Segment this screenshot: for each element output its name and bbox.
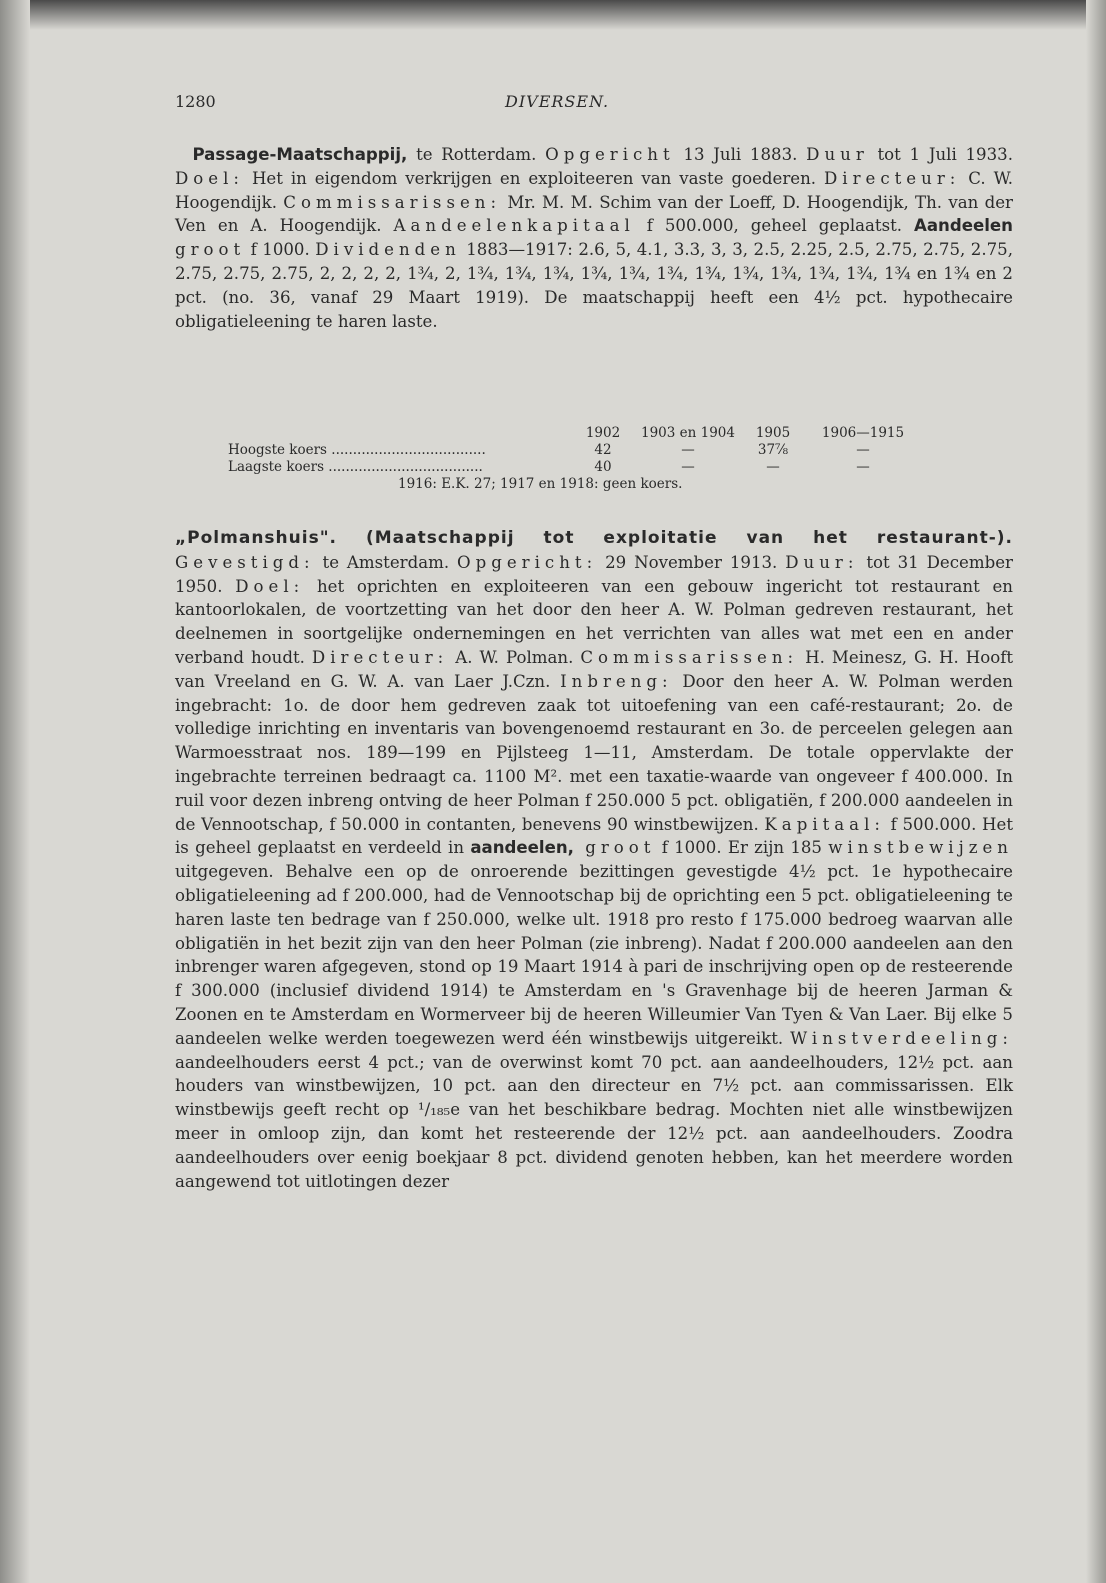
column-header: 1906—1915 — [821, 425, 905, 441]
scan-top-edge — [0, 0, 1106, 30]
label: Doel: — [235, 576, 305, 596]
company-name: „Polmanshuis". (Maatschappij tot exploitatie van het restaurant-). — [175, 528, 1013, 548]
scan-left-edge — [0, 0, 30, 1583]
text: aandeelhouders eerst 4 pct.; van de overwinst komt 70 pct. aan aandeelhouders, 12½ pct. aan houders van winstbewijzen, 10 pct. aan den directeur en 7½ pct. aan commissarissen. Elk winstbewijs geeft recht op ¹/₁₈₅e van het beschikbare bedrag. Mochten niet alle winstbewijzen meer in omloop zijn, dan komt het resteerende der 12½ pct. aan aandeelhouders. Zoodra aandeelhouders over eenig boekjaar 8 pct. dividend genoten hebben, kan het meerdere worden aangewend tot uitlotingen dezer — [175, 1052, 1013, 1191]
label: Opgericht: — [457, 552, 598, 572]
label: groot — [573, 838, 656, 858]
label: aandeelen, — [470, 838, 574, 858]
text: Mr. M. M. Schim van der Loeff, D. Hoogendijk, Th. van der Ven en A. Hoogendijk. — [175, 192, 1013, 236]
koers-note: 1916: E.K. 27; 1917 en 1918: geen koers. — [398, 476, 683, 492]
scan-right-edge — [1086, 0, 1106, 1583]
label: Aandeelenkapitaal — [393, 216, 635, 236]
cell: — — [681, 442, 695, 458]
label: Inbreng: — [560, 671, 673, 691]
text: tot 31 December 1950. — [175, 552, 1013, 596]
cell: — — [766, 459, 780, 475]
text: Het in eigendom verkrijgen en exploiteeren van vaste goederen. — [244, 168, 824, 188]
cell: 37⅞ — [757, 442, 789, 458]
text: tot 1 Juli 1933. — [868, 145, 1013, 164]
text: f 500.000, geheel geplaatst. — [634, 216, 914, 236]
table-row — [228, 442, 988, 459]
text: C. W. Hoogendijk. — [175, 168, 1013, 212]
label: Gevestigd: — [175, 552, 315, 572]
running-title: DIVERSEN. — [505, 92, 610, 111]
label: winstbewijzen — [828, 838, 1013, 858]
text: 1883—1917: 2.6, 5, 4.1, 3.3, 3, 3, 2.5, 2.25, 2.5, 2.75, 2.75, 2.75, 2.75, 2.75, 2.75, 2, 2, 2, 2, 1¾, 2, 1¾, 1¾, 1¾, 1¾, 1¾, 1¾, 1¾, 1¾, 1¾, 1¾, 1¾, 1¾ en 1¾ en 2 pct. (no. 36, vanaf 29 Maart 1919). De maatschappij heeft een 4½ pct. hypothecaire obligatieleening te haren laste. — [175, 240, 1013, 331]
label: Winstverdeeling: — [790, 1028, 1013, 1048]
column-header: 1902 — [585, 425, 621, 441]
entry-passage-maatschappij — [175, 143, 1013, 333]
label: Directeur: — [311, 647, 449, 667]
koers-header-row — [228, 425, 988, 442]
cell: 42 — [594, 442, 612, 458]
table-row — [228, 459, 988, 476]
text: uitgegeven. Behalve een op de onroerende bezittingen gevestigde 4½ pct. 1e hypothecaire obligatieleening ad f 200.000, had de Vennootschap bij de oprichting een 5 pct. obligatieleening te haren laste ten bedrage van f 250.000, welke ult. 1918 pro resto f 175.000 bedroeg waarvan alle obligatiën in het bezit zijn van den heer Polman (zie inbreng). Nadat f 200.000 aandeelen aan den inbrenger waren afgegeven, stond op 19 Maart 1914 à pari de inschrijving open op de resteerende f 300.000 (inclusief dividend 1914) te Amsterdam en 's Gravenhage bij de heeren Jarman & Zoonen en te Amsterdam en Wormerveer bij de heeren Willeumier Van Tyen & Van Laer. Bij elke 5 aandeelen welke werden toegewezen werd één winstbewijs uitgereikt. — [175, 862, 1013, 1048]
text: f 500.000. Het is geheel geplaatst en verdeeld in — [175, 814, 1013, 858]
text: H. Meinesz, G. H. Hooft van Vreeland en G. W. A. van Laer J.Czn. — [175, 647, 1013, 691]
label: Dividenden — [315, 240, 461, 260]
text: 29 November 1913. — [597, 552, 786, 572]
text: A. W. Polman. — [448, 647, 581, 667]
label: Opgericht — [545, 145, 675, 164]
row-label: Hoogste koers .................................... — [228, 442, 486, 458]
row-label: Laagste koers .................................... — [228, 459, 483, 475]
text: f 1000. — [245, 240, 316, 260]
text: het oprichten en exploiteeren van een gebouw ingericht tot restaurant en kantoorlokalen, de voortzetting van het door den heer A. W. Polman gedreven restaurant, het deelnemen in soortgelijke ondernemingen en het verrichten van alles wat met een en ander verband houdt. — [175, 576, 1013, 667]
text: te Amsterdam. — [314, 552, 458, 572]
label: groot — [175, 240, 246, 260]
text: f 1000. Er zijn 185 — [655, 838, 829, 858]
cell: 40 — [594, 459, 612, 475]
text: te Rotterdam. — [407, 145, 546, 164]
label: Duur — [806, 145, 869, 164]
label: Aandeelen — [914, 216, 1013, 236]
text: Door den heer A. W. Polman werden ingebracht: 1o. de door hem gedreven zaak tot uitoefening van een café-restaurant; 2o. de volledige inrichting en inventaris van bovengenoemd restaurant en 3o. de perceelen gelegen aan Warmoesstraat nos. 189—199 en Pijlsteeg 1—11, Amsterdam. De totale oppervlakte der ingebrachte terreinen bedraagt ca. 1100 M². met een taxatie-waarde van ongeveer f 400.000. In ruil voor dezen inbreng ontving de heer Polman f 250.000 5 pct. obligatiën, f 200.000 aandeelen in de Vennootschap, f 50.000 in contanten, benevens 90 winstbewijzen. — [175, 671, 1013, 834]
column-header: 1903 en 1904 — [641, 425, 735, 441]
entry-polmanshuis — [175, 526, 1013, 1193]
company-name: Passage-Maatschappij, — [192, 145, 408, 164]
label: Duur: — [785, 552, 859, 572]
label: Kapitaal: — [764, 814, 885, 834]
page-number: 1280 — [175, 92, 216, 111]
cell: — — [856, 459, 870, 475]
label: Commissarissen: — [580, 647, 799, 667]
column-header: 1905 — [755, 425, 791, 441]
label: Commissarissen: — [283, 192, 502, 212]
cell: — — [856, 442, 870, 458]
koers-table — [228, 425, 988, 493]
label: Doel: — [175, 168, 245, 188]
cell: — — [681, 459, 695, 475]
text: 13 Juli 1883. — [674, 145, 807, 164]
label: Directeur: — [823, 168, 961, 188]
